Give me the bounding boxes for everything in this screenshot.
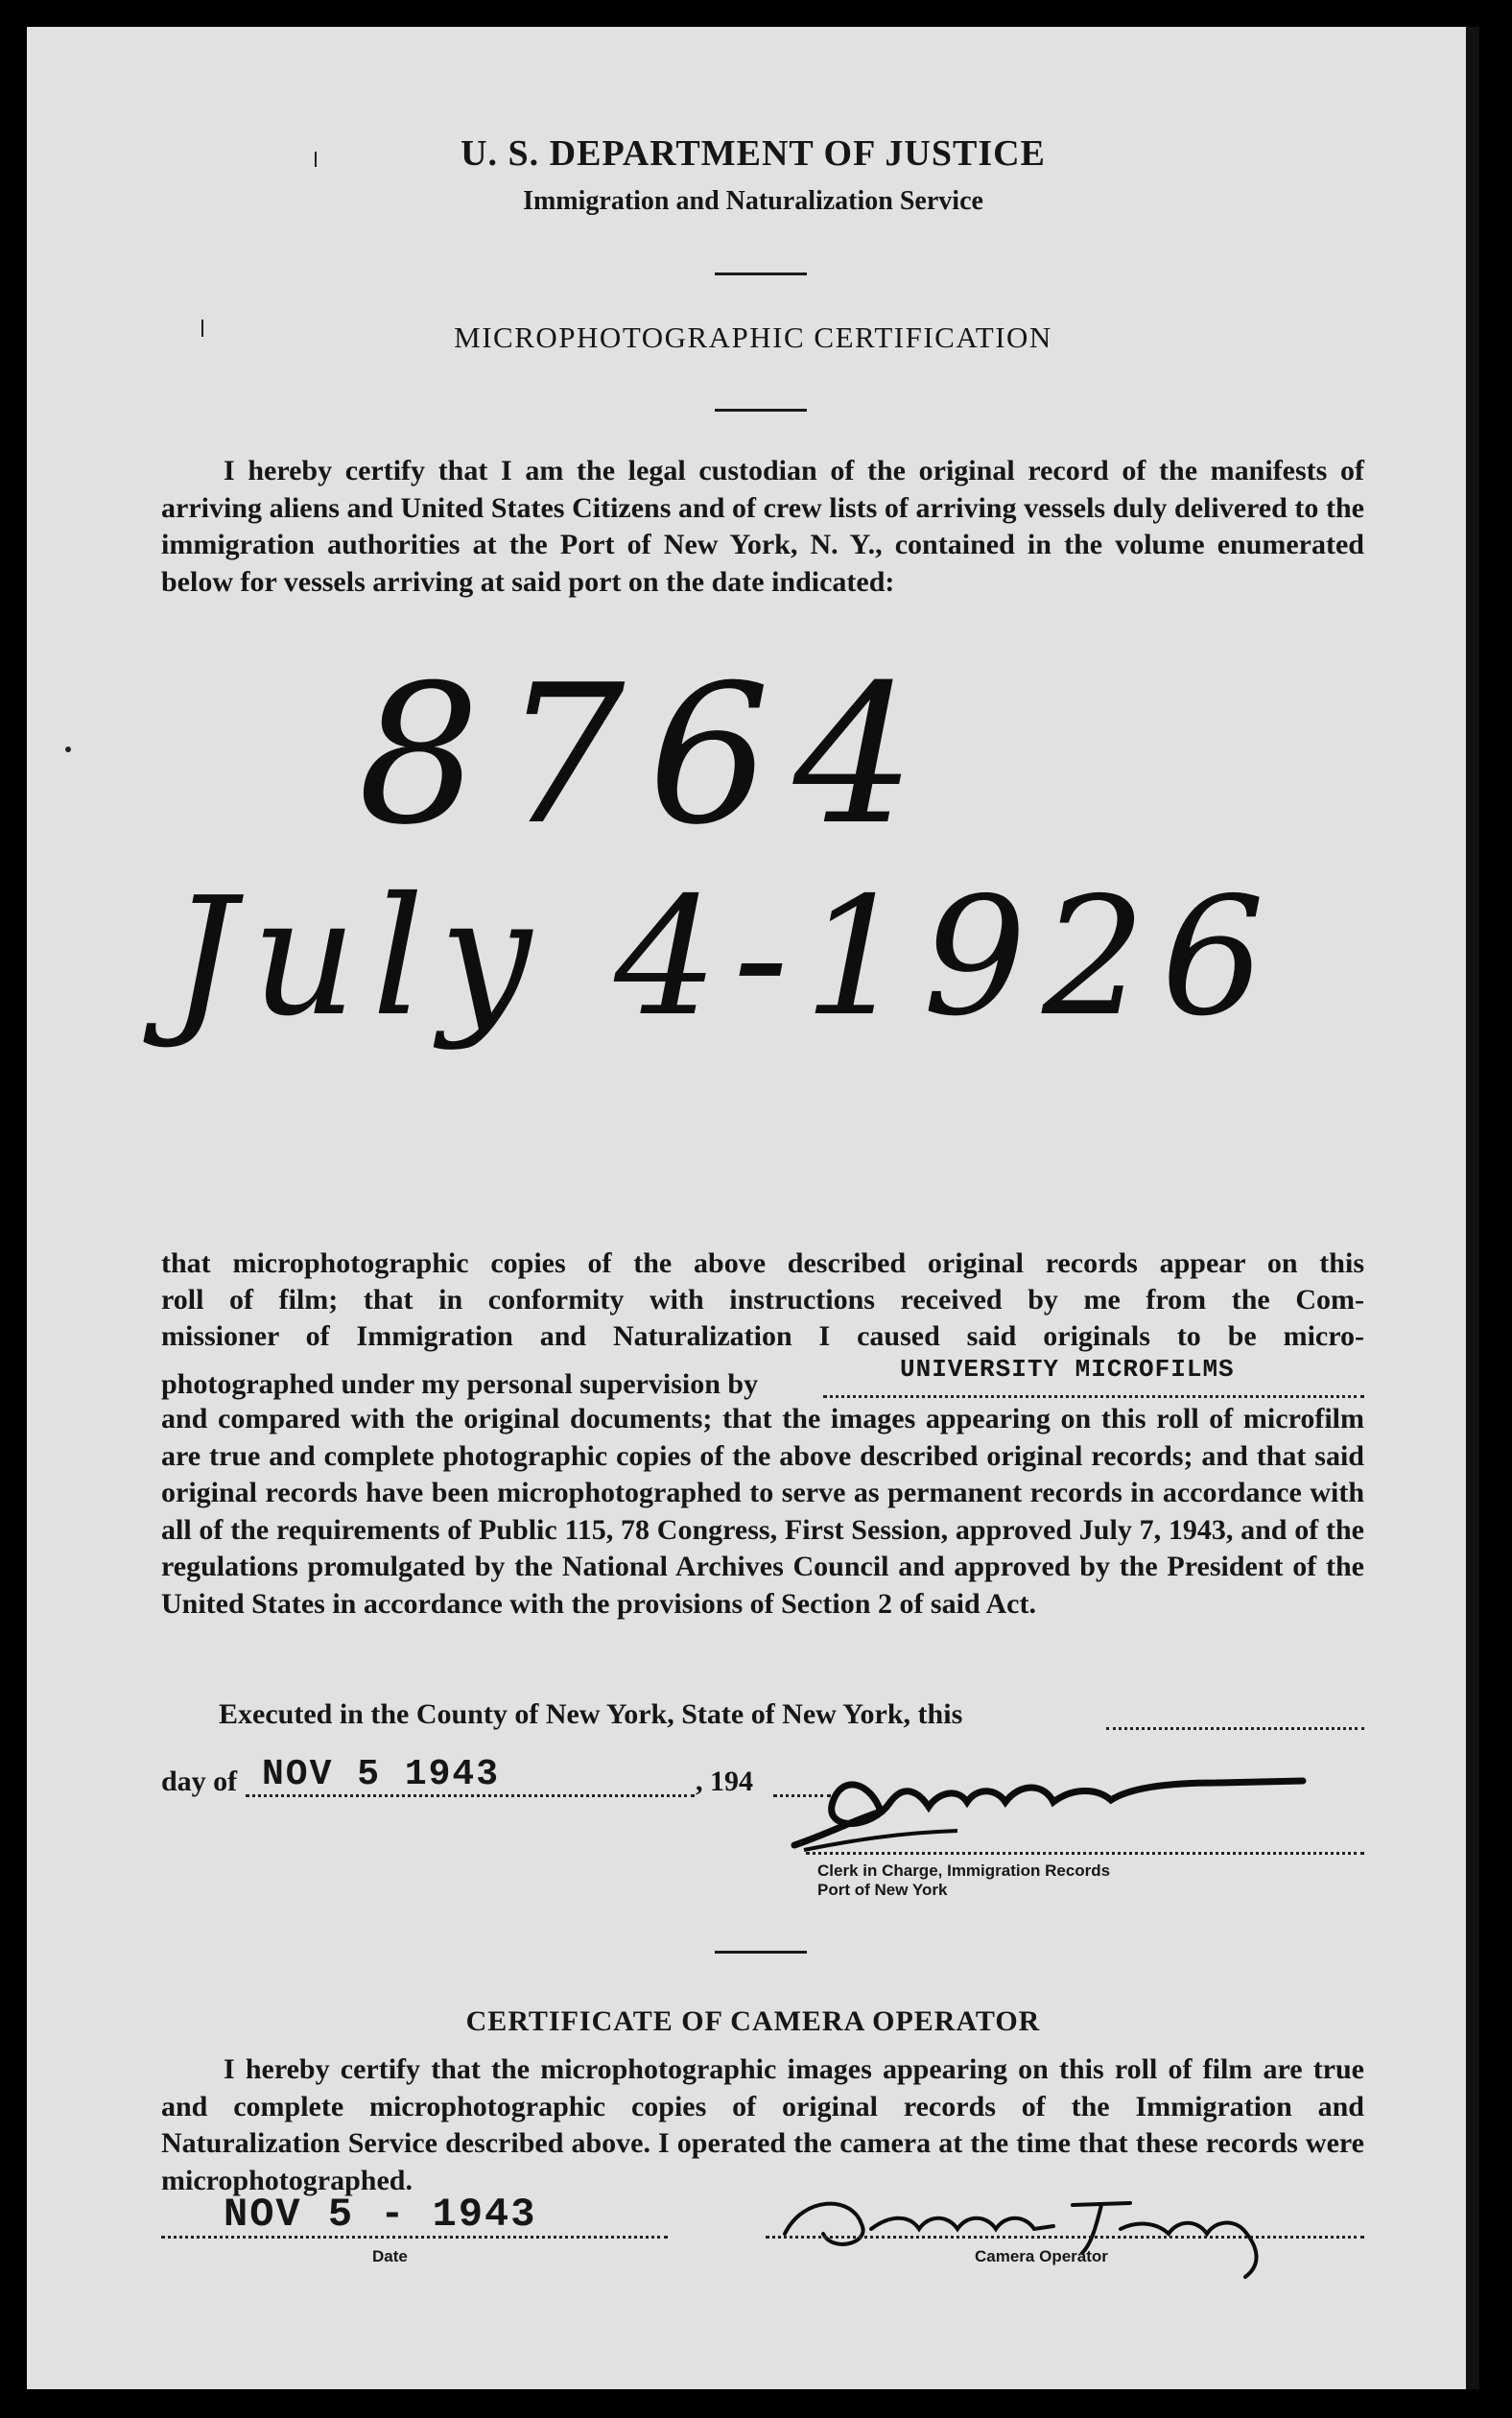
clerk-signature-line <box>806 1852 1364 1855</box>
copies-line-2: roll of film; that in conformity with instructions received by me from the Com- <box>161 1284 1364 1316</box>
clerk-signature <box>766 1744 1322 1869</box>
executed-line: Executed in the County of New York, State of New York, this <box>219 1698 963 1730</box>
day-stamp: NOV 5 1943 <box>262 1754 501 1795</box>
department-heading: U. S. DEPARTMENT OF JUSTICE <box>461 133 1046 174</box>
supervisor-dotted-line <box>823 1395 1364 1398</box>
divider-3 <box>715 1951 807 1954</box>
copies-line-4: photographed under my personal supervision by <box>161 1368 759 1400</box>
certification-title: MICROPHOTOGRAPHIC CERTIFICATION <box>454 320 1052 354</box>
scan-mark <box>201 320 203 337</box>
camera-operator-paragraph: I hereby certify that the microphotographic images appearing on this roll of film are true and complete microphotographic copies of original records of the Immigration and Naturalization Service described above. I operated the camera at the time that these records were microphotographed. <box>161 2053 1364 2196</box>
custodian-paragraph: I hereby certify that I am the legal custodian of the original record of the manifests of arriving aliens and United States Citizens and of crew lists of arriving vessels duly delivered to the immigration authorities at the Port of New York, N. Y., contained in the volume enumerated below for vessels arriving at said port on the date indicated: <box>161 455 1364 598</box>
supervisor-stamp: UNIVERSITY MICROFILMS <box>900 1355 1235 1384</box>
divider-2 <box>715 409 807 412</box>
clerk-location: Port of New York <box>817 1881 948 1899</box>
copies-line-3: missioner of Immigration and Naturalization I caused said originals to be micro- <box>161 1320 1364 1352</box>
copies-line-1: that microphotographic copies of the above described original records appear on this <box>161 1247 1364 1279</box>
divider-1 <box>715 273 807 275</box>
scan-mark <box>315 152 317 167</box>
executed-dotted-line <box>1106 1727 1364 1730</box>
scan-mark <box>65 747 71 752</box>
compliance-paragraph: and compared with the original documents; that the images appearing on this roll of microfilm are true and complete photographic copies of the above described original records; and that said original records have been microphotographed to serve as permanent records in accordance with all of the requirements of Public 115, 78 Congress, First Session, approved July 7, 1943, and of the regulations promulgated by the National Archives Council and approved by the President of the United States in accordance with the provisions of Section 2 of said Act. <box>161 1403 1364 1620</box>
camera-date-stamp: NOV 5 - 1943 <box>224 2192 537 2238</box>
camera-operator-title: CERTIFICATE OF CAMERA OPERATOR <box>465 2005 1041 2037</box>
day-of-label: day of <box>161 1766 238 1797</box>
camera-date-label: Date <box>372 2247 408 2265</box>
year-prefix: , 194 <box>696 1766 753 1797</box>
service-heading: Immigration and Naturalization Service <box>523 186 983 216</box>
handwritten-arrival-date: July 4-1926 <box>171 863 1281 1053</box>
clerk-title: Clerk in Charge, Immigration Records <box>817 1861 1111 1880</box>
camera-date-line <box>161 2236 668 2239</box>
camera-operator-line <box>766 2236 1364 2239</box>
camera-operator-label: Camera Operator <box>975 2247 1108 2265</box>
handwritten-volume-number: 8764 <box>358 644 938 867</box>
certificate-sheet <box>27 27 1479 2389</box>
